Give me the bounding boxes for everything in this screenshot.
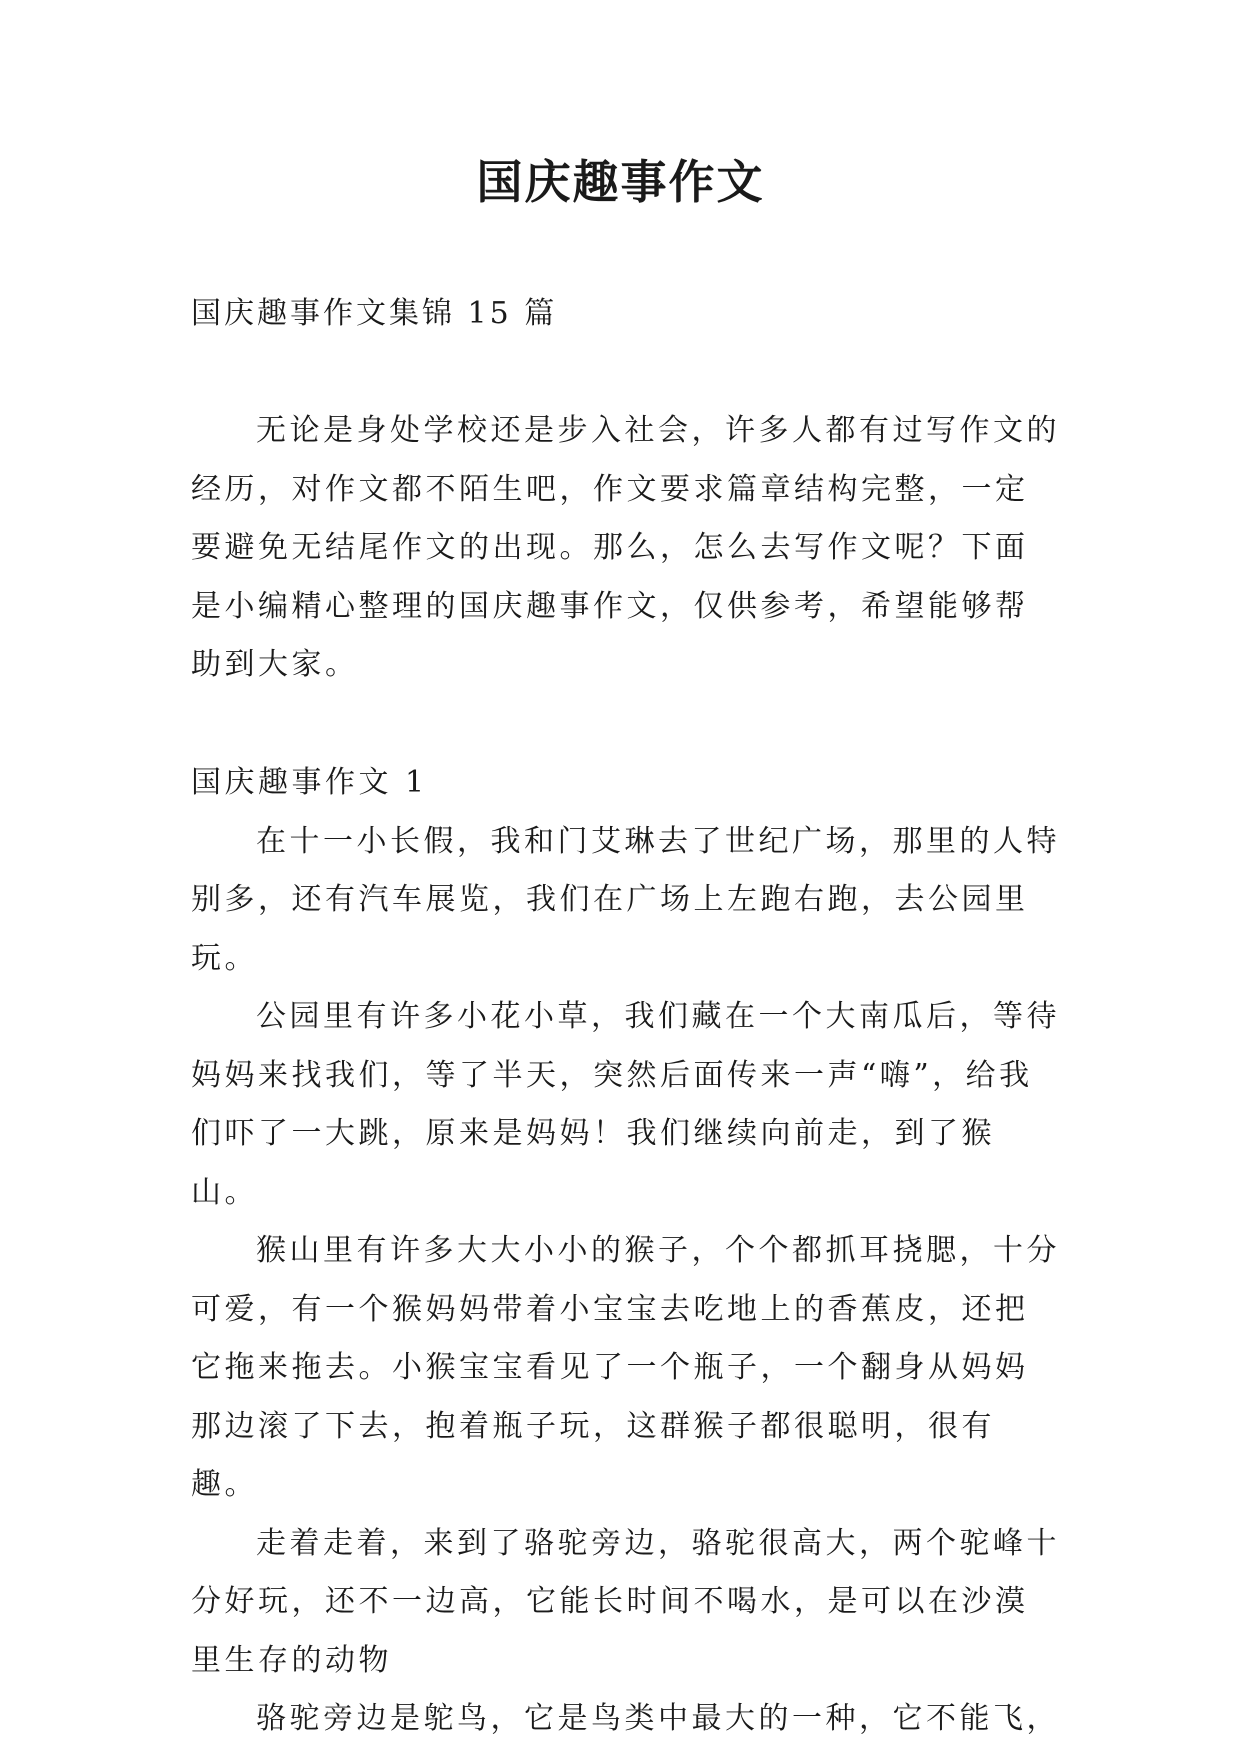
body-paragraph: 骆驼旁边是鸵鸟，它是鸟类中最大的一种，它不能飞， xyxy=(256,1701,1060,1736)
document-subtitle: 国庆趣事作文集锦 15 篇 xyxy=(191,296,558,331)
body-paragraph: 走着走着，来到了骆驼旁边，骆驼很高大，两个驼峰十分好玩，还不一边高，它能长时间不喝水，是可以在沙漠里生存的动物 xyxy=(191,1525,1060,1678)
intro-paragraph: 无论是身处学校还是步入社会，许多人都有过写作文的经历，对作文都不陌生吧，作文要求篇章结构完整，一定要避免无结尾作文的出现。那么，怎么去写作文呢？下面是小编精心整理的国庆趣事作文，仅供参考，希望能够帮助到大家。 xyxy=(191,413,1060,682)
body-paragraph: 公园里有许多小花小草，我们藏在一个大南瓜后，等待妈妈来找我们，等了半天，突然后面传来一声“嗨”，给我们吓了一大跳，原来是妈妈！我们继续向前走，到了猴山。 xyxy=(191,999,1060,1210)
body-paragraph: 在十一小长假，我和门艾琳去了世纪广场，那里的人特别多，还有汽车展览，我们在广场上左跑右跑，去公园里玩。 xyxy=(191,823,1060,976)
section-heading: 国庆趣事作文 1 xyxy=(191,765,428,800)
intro-block xyxy=(191,402,1061,695)
body-paragraph: 猴山里有许多大大小小的猴子，个个都抓耳挠腮，十分可爱，有一个猴妈妈带着小宝宝去吃地上的香蕉皮，还把它拖来拖去。小猴宝宝看见了一个瓶子，一个翻身从妈妈那边滚了下去，抱着瓶子玩，这群猴子都很聪明，很有趣。 xyxy=(191,1233,1060,1502)
document-title: 国庆趣事作文 xyxy=(476,155,765,209)
essay-1 xyxy=(191,754,1061,1749)
